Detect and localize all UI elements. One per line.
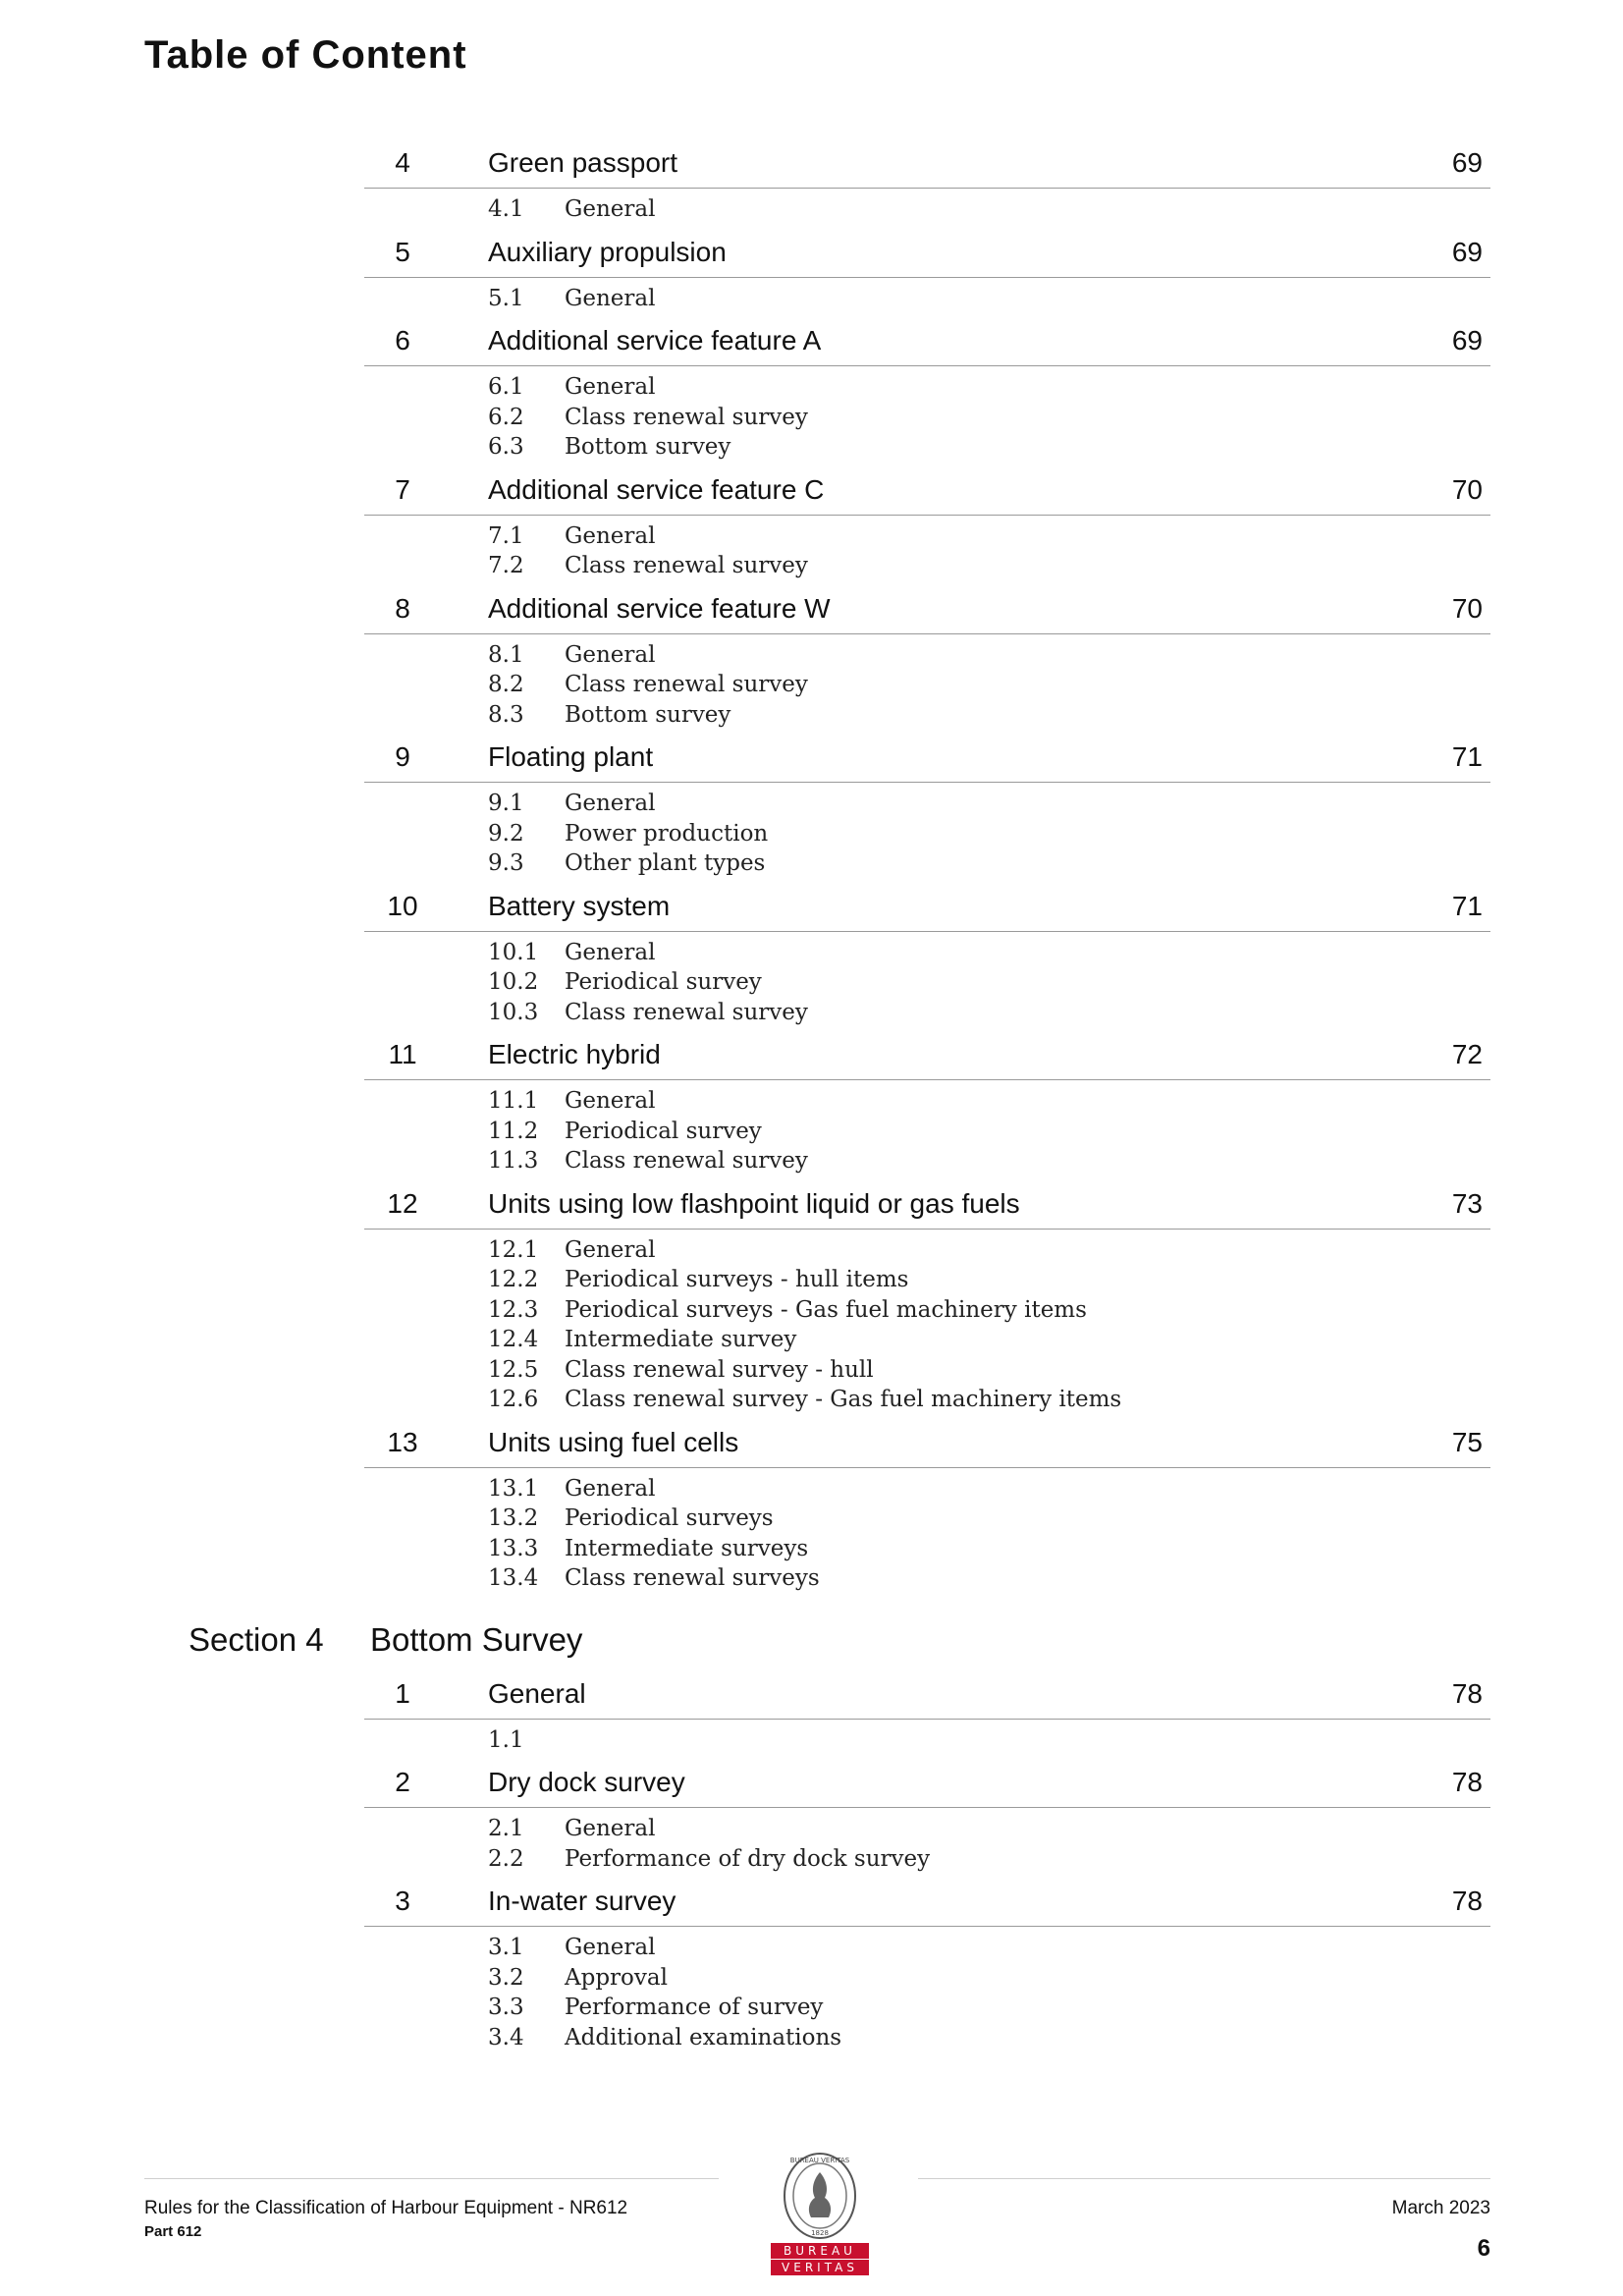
toc-subentry: [0, 1265, 1623, 1295]
toc-subentry-number: 12.4: [488, 1327, 539, 1352]
toc-subentry: [0, 521, 1623, 552]
toc-subentry-list: [0, 189, 1623, 229]
toc-subentry-list: [0, 1230, 1623, 1419]
toc-entry-number: 1: [395, 1677, 410, 1709]
toc-entry-title: Battery system: [488, 890, 671, 921]
toc-subentry: [0, 1117, 1623, 1147]
toc-subentry-number: 6.1: [488, 374, 524, 400]
toc-entry-page: 71: [1451, 890, 1483, 921]
toc-entry-title: Additional service feature W: [488, 592, 831, 624]
toc-entry-header: [364, 1878, 1490, 1927]
toc-entry-header: [364, 229, 1490, 278]
toc-subentry-title: Performance of dry dock survey: [565, 1845, 931, 1872]
footer-rule-left: [144, 2178, 719, 2179]
toc-entry-number: 2: [395, 1767, 410, 1797]
toc-entry-title: Dry dock survey: [488, 1767, 685, 1797]
toc-subentry-title: General: [565, 1088, 656, 1114]
toc-entry-title: Additional service feature C: [488, 473, 825, 505]
toc-subentry-number: 11.3: [488, 1148, 539, 1174]
toc-subentry-title: Approval: [565, 1964, 668, 1991]
toc-subentry-title: General: [565, 522, 656, 549]
toc-subentry: [0, 1086, 1623, 1117]
toc-subentry-number: 12.1: [488, 1236, 539, 1263]
toc-entry-number: 8: [395, 592, 410, 624]
toc-subentry-title: General: [565, 791, 656, 816]
toc-subentry-number: 8.1: [488, 641, 524, 668]
toc-entry-number: 5: [395, 236, 410, 267]
toc-entry-header: [364, 1180, 1490, 1230]
toc-subentry: [0, 432, 1623, 463]
toc-entry-header: [364, 585, 1490, 634]
toc-subentry: [0, 1814, 1623, 1844]
toc-entry-title: In-water survey: [488, 1886, 676, 1916]
toc-entry-page: 78: [1451, 1677, 1483, 1709]
toc-subentry-title: Periodical surveys - Gas fuel machinery items: [565, 1296, 1087, 1323]
toc-entry-title: Units using low flashpoint liquid or gas fuels: [488, 1187, 1020, 1219]
toc-entry-title: Additional service feature A: [488, 325, 822, 355]
toc-subentry-number: 3.2: [488, 1964, 524, 1991]
toc-subentry: [0, 1933, 1623, 1963]
footer-date: March 2023: [1391, 2198, 1490, 2218]
toc-subentry: [0, 1534, 1623, 1564]
section-title: Bottom Survey: [370, 1620, 583, 1658]
toc-subentry-number: 7.1: [488, 522, 524, 549]
toc-subentry-title: Periodical survey: [565, 1118, 762, 1144]
toc-subentry-number: 9.1: [488, 791, 524, 816]
toc-entry-page: 69: [1451, 236, 1483, 267]
toc-entry-header: [364, 317, 1490, 366]
toc-subentry: [0, 403, 1623, 433]
toc-entry-title: Auxiliary propulsion: [488, 236, 727, 267]
toc-entry-page: 78: [1451, 1767, 1483, 1797]
toc-subentry-title: General: [565, 1475, 656, 1502]
toc-entry-header: [364, 734, 1490, 783]
toc-subentry-title: General: [565, 939, 656, 965]
toc-entry-header: [364, 1670, 1490, 1720]
toc-subentry-title: General: [565, 285, 656, 311]
toc-subentry-number: 13.3: [488, 1535, 539, 1561]
toc-subentry-list: [0, 932, 1623, 1032]
toc-subentry: [0, 284, 1623, 314]
toc-subentry: [0, 194, 1623, 225]
toc-subentry-number: 9.2: [488, 820, 524, 847]
footer-rule-right: [918, 2178, 1490, 2179]
toc-subentry-title: Bottom survey: [565, 434, 731, 460]
toc-subentry-number: 8.3: [488, 701, 524, 728]
toc-subentry-list: [0, 1720, 1623, 1760]
toc-subentry-title: General: [565, 196, 656, 222]
toc-subentry-title: Performance of survey: [565, 1995, 824, 2020]
toc-subentry: [0, 848, 1623, 879]
toc-subentry-list: [0, 516, 1623, 585]
toc-subentry-title: Periodical surveys: [565, 1505, 774, 1531]
logo-wordmark-top: BUREAU: [771, 2243, 869, 2259]
toc-entry-page: 69: [1451, 147, 1483, 178]
footer-part-label: Part 612: [144, 2223, 202, 2240]
toc-entry-title: Electric hybrid: [488, 1039, 661, 1069]
toc-entry-number: 11: [388, 1039, 417, 1069]
toc-subentry-number: 5.1: [488, 285, 524, 311]
toc-subentry-number: 1.1: [488, 1726, 524, 1753]
toc-subentry: [0, 998, 1623, 1028]
toc-subentry-title: Class renewal survey: [565, 672, 808, 697]
toc-subentry: [0, 372, 1623, 403]
toc-subentry-list: [0, 1080, 1623, 1180]
toc-subentry-number: 12.6: [488, 1387, 539, 1412]
toc-entry-page: 69: [1451, 325, 1483, 355]
toc-subentry: [0, 1563, 1623, 1594]
toc-subentry-title: Class renewal survey - hull: [565, 1356, 874, 1383]
toc-subentry-title: General: [565, 1935, 656, 1960]
toc-subentry-list: [0, 1808, 1623, 1878]
toc-subentry-number: 2.2: [488, 1845, 524, 1872]
toc-entry-page: 73: [1451, 1187, 1483, 1219]
toc-entry-title: General: [488, 1677, 586, 1709]
bureau-veritas-logo: [766, 2151, 874, 2278]
toc-subentry-number: 3.4: [488, 2024, 524, 2050]
toc-subentry: [0, 938, 1623, 968]
toc-subentry-title: Intermediate survey: [565, 1327, 797, 1352]
toc-subentry-number: 11.1: [488, 1088, 539, 1114]
toc-entry-number: 3: [395, 1886, 410, 1916]
toc-subentry: [0, 1235, 1623, 1266]
toc-subentry-number: 6.2: [488, 404, 524, 430]
toc-subentry: [0, 1725, 1623, 1756]
toc-subentry-number: 10.2: [488, 969, 539, 995]
toc-subentry: [0, 1146, 1623, 1176]
toc-subentry-title: General: [565, 1236, 656, 1263]
toc-subentry-number: 12.5: [488, 1356, 539, 1383]
toc-subentry: [0, 819, 1623, 849]
toc-subentry-list: [0, 278, 1623, 318]
toc-entry-number: 6: [395, 325, 410, 355]
toc-entry-page: 71: [1451, 741, 1483, 772]
toc-subentry-list: [0, 366, 1623, 466]
toc-subentry: [0, 1844, 1623, 1875]
toc-subentry: [0, 1295, 1623, 1326]
toc-subentry-number: 12.2: [488, 1267, 539, 1292]
toc-subentry-title: Other plant types: [565, 850, 766, 876]
toc-entry-page: 78: [1451, 1886, 1483, 1916]
toc-entry-page: 72: [1451, 1039, 1483, 1069]
toc-subentry-title: Power production: [565, 820, 769, 847]
toc-subentry: [0, 1385, 1623, 1415]
toc-entry-header: [364, 1759, 1490, 1808]
toc-subentry-title: Intermediate surveys: [565, 1535, 809, 1561]
toc-subentry-title: Class renewal survey: [565, 553, 808, 578]
toc-entry-title: Units using fuel cells: [488, 1426, 739, 1457]
toc-entry-number: 12: [387, 1187, 418, 1219]
toc-entry-number: 10: [387, 890, 418, 921]
toc-subentry-number: 2.1: [488, 1816, 524, 1841]
toc-subentry: [0, 1325, 1623, 1355]
seal-icon: [766, 2151, 874, 2241]
toc-subentry: [0, 700, 1623, 731]
toc-subentry: [0, 640, 1623, 671]
toc-subentry-title: Class renewal survey - Gas fuel machinery items: [565, 1387, 1122, 1412]
toc-entry-number: 7: [395, 473, 410, 505]
toc-subentry: [0, 967, 1623, 998]
toc-subentry-number: 10.1: [488, 939, 539, 965]
toc-subentry: [0, 1355, 1623, 1386]
toc-subentry-title: General: [565, 1816, 656, 1841]
footer-document-title: Rules for the Classification of Harbour Equipment - NR612: [144, 2198, 628, 2218]
toc-subentry: [0, 670, 1623, 700]
toc-subentry: [0, 2023, 1623, 2053]
toc-subentry-list: [0, 634, 1623, 735]
toc-subentry-title: Class renewal surveys: [565, 1565, 820, 1591]
svg-text:1828: 1828: [811, 2229, 829, 2237]
toc-subentry-title: Periodical survey: [565, 969, 762, 995]
toc-subentry: [0, 551, 1623, 581]
toc-subentry-list: [0, 1468, 1623, 1598]
toc-subentry-number: 10.3: [488, 999, 539, 1025]
toc-subentry-list: [0, 783, 1623, 883]
page-title: Table of Content: [144, 33, 467, 77]
toc-subentry-number: 3.1: [488, 1935, 524, 1960]
toc-subentry-number: 9.3: [488, 850, 524, 876]
toc-entry-number: 4: [395, 147, 410, 178]
toc-subentry-number: 12.3: [488, 1296, 539, 1323]
toc-subentry-title: Additional examinations: [565, 2024, 842, 2050]
toc-subentry-number: 11.2: [488, 1118, 539, 1144]
toc-subentry-number: 13.1: [488, 1475, 539, 1502]
toc-subentry-list: [0, 1927, 1623, 2056]
toc-entry-number: 9: [395, 741, 410, 772]
toc-entry-header: [364, 883, 1490, 932]
section-label: Section 4: [189, 1620, 324, 1658]
toc-subentry-number: 3.3: [488, 1995, 524, 2020]
toc-subentry-number: 8.2: [488, 672, 524, 697]
toc-entry-header: [364, 466, 1490, 516]
toc-entry-header: [364, 139, 1490, 189]
toc-entry-page: 70: [1451, 592, 1483, 624]
toc-subentry-title: Class renewal survey: [565, 404, 808, 430]
logo-wordmark-bottom: VERITAS: [771, 2260, 869, 2275]
toc-subentry: [0, 1963, 1623, 1994]
toc-entry-page: 75: [1451, 1426, 1483, 1457]
toc-entry-header: [364, 1031, 1490, 1080]
section-header: [0, 1615, 1623, 1670]
svg-text:BUREAU VERITAS: BUREAU VERITAS: [789, 2157, 850, 2164]
toc-subentry-number: 6.3: [488, 434, 524, 460]
toc-subentry: [0, 789, 1623, 819]
toc-subentry: [0, 1503, 1623, 1534]
toc-subentry-title: General: [565, 374, 656, 400]
toc-subentry-number: 4.1: [488, 196, 524, 222]
toc-entry-number: 13: [387, 1426, 418, 1457]
toc-entry-title: Floating plant: [488, 741, 654, 772]
toc-subentry-number: 13.4: [488, 1565, 539, 1591]
toc-subentry: [0, 1993, 1623, 2023]
toc-subentry-number: 13.2: [488, 1505, 539, 1531]
toc-entry-title: Green passport: [488, 147, 677, 178]
toc-subentry-title: Class renewal survey: [565, 999, 808, 1025]
page-number: 6: [1477, 2235, 1490, 2262]
toc-subentry-title: Class renewal survey: [565, 1148, 808, 1174]
toc-subentry-title: General: [565, 641, 656, 668]
toc-subentry-title: Bottom survey: [565, 701, 731, 728]
table-of-contents: [0, 139, 1623, 2056]
toc-subentry-title: Periodical surveys - hull items: [565, 1267, 909, 1292]
toc-entry-page: 70: [1451, 473, 1483, 505]
toc-subentry-number: 7.2: [488, 553, 524, 578]
toc-subentry: [0, 1474, 1623, 1504]
toc-entry-header: [364, 1419, 1490, 1468]
